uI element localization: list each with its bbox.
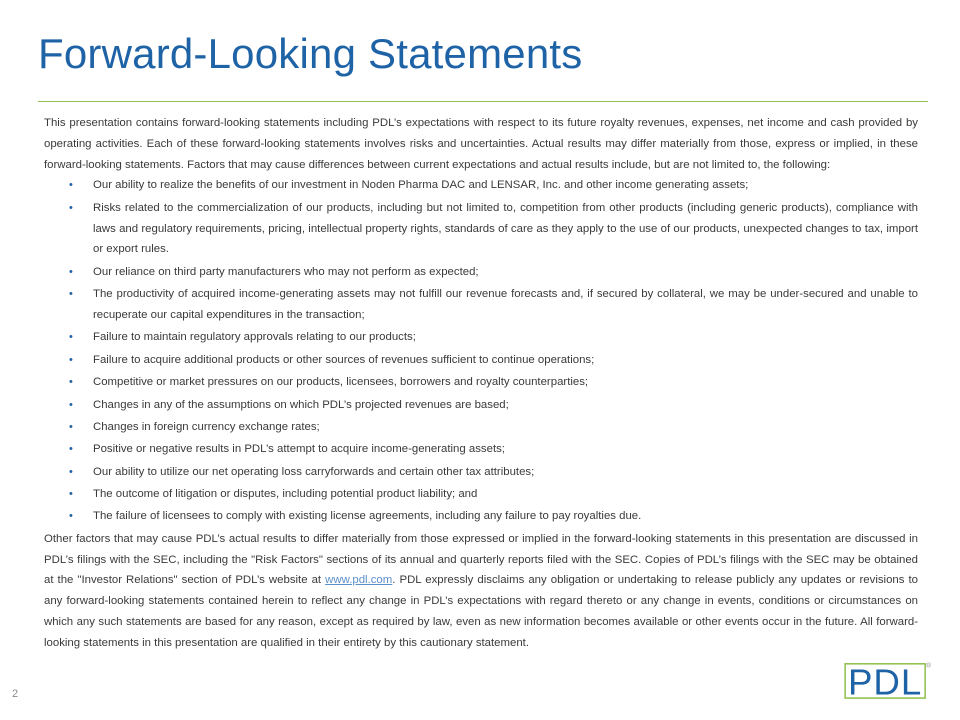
svg-text:®: ® xyxy=(926,662,932,670)
list-item: • The outcome of litigation or disputes, including potential product liability; and xyxy=(44,484,918,505)
title-divider xyxy=(38,101,928,102)
website-link[interactable]: www.pdl.com xyxy=(325,574,393,587)
slide-title: Forward-Looking Statements xyxy=(38,30,583,77)
statement-body xyxy=(44,113,918,654)
list-item: • Failure to acquire additional products or other sources of revenues sufficient to continue operations; xyxy=(44,350,918,371)
list-item: • Changes in foreign currency exchange rates; xyxy=(44,417,918,438)
list-item: • Our reliance on third party manufacturers who may not perform as expected; xyxy=(44,262,918,283)
list-item: • Competitive or market pressures on our products, licensees, borrowers and royalty counterparties; xyxy=(44,372,918,393)
list-item: • Our ability to realize the benefits of our investment in Noden Pharma DAC and LENSAR, Inc. and other income generating assets; xyxy=(44,175,918,196)
list-item: • Our ability to utilize our net operating loss carryforwards and certain other tax attributes; xyxy=(44,462,918,483)
list-item: • The failure of licensees to comply with existing license agreements, including any failure to pay royalties due. xyxy=(44,506,918,527)
pdl-logo-mark xyxy=(844,660,932,700)
risk-factor-list xyxy=(44,175,918,527)
list-item: • Changes in any of the assumptions on which PDL’s projected revenues are based; xyxy=(44,395,918,416)
closing-paragraph xyxy=(44,529,918,654)
list-item: • Positive or negative results in PDL’s attempt to acquire income-generating assets; xyxy=(44,439,918,460)
page-number: 2 xyxy=(12,688,19,700)
list-item: • Failure to maintain regulatory approvals relating to our products; xyxy=(44,327,918,348)
closing-text-start: Other factors that may cause PDL’s actual results to differ materially from those expressed or implied in the forward-looking statements in this presentation are discussed in PDL’s filings with the SEC, including the "Risk Factors" sections of its annual and quarterly reports filed with the SEC. Copies of PDL’s filings with the SEC may be obtained at the "Investor Relations" section of PDL’s website at xyxy=(44,532,918,587)
list-item: • The productivity of acquired income-generating assets may not fulfill our revenue forecasts and, if secured by collateral, we may be under-secured and unable to recuperate our capital expenditures in the transaction; xyxy=(44,284,918,326)
pdl-logo xyxy=(844,660,936,702)
list-item: • Risks related to the commercialization of our products, including but not limited to, competition from other products (including generic products), compliance with laws and regulatory requirements, pricing, intellectual property rights, standards of care as they apply to the use of our products, unexpected changes to tax, import or export rules. xyxy=(44,198,918,260)
closing-text-end: . PDL expressly disclaims any obligation or undertaking to release publicly any updates or revisions to any forward-looking statements contained herein to reflect any change in PDL’s expectations with regard thereto or any change in events, conditions or circumstances on which any such statements are based for any reason, except as required by law, even as new information becomes available or other events occur in the future. All forward-looking statements in this presentation are qualified in their entirety by this cautionary statement. xyxy=(44,574,918,649)
svg-text:PDL: PDL xyxy=(848,661,923,700)
intro-paragraph: This presentation contains forward-looking statements including PDL’s expectations with respect to its future royalty revenues, expenses, net income and cash provided by operating activities. Each of these forward-looking statements involves risks and uncertainties. Actual results may differ materially from those, express or implied, in these forward-looking statements. Factors that may cause differences between current expectations and actual results include, but are not limited to, the following: xyxy=(44,117,918,171)
